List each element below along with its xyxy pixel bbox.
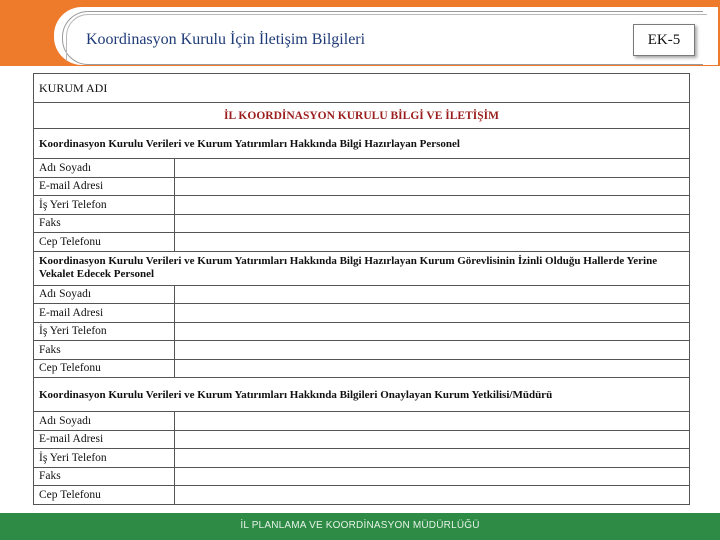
- field-value-cell[interactable]: [175, 177, 690, 196]
- field-label: E-mail Adresi: [34, 430, 175, 449]
- field-value-cell[interactable]: [175, 359, 690, 378]
- form-row: [34, 430, 690, 449]
- form-row: [34, 341, 690, 360]
- field-value-cell[interactable]: [175, 304, 690, 323]
- section-heading: Koordinasyon Kurulu Verileri ve Kurum Yatırımları Hakkında Bilgileri Onaylayan Kurum Yetkilisi/Müdürü: [34, 378, 690, 412]
- field-label: İş Yeri Telefon: [34, 449, 175, 468]
- field-label: Adı Soyadı: [34, 412, 175, 431]
- field-label: Faks: [34, 341, 175, 360]
- field-label: Adı Soyadı: [34, 285, 175, 304]
- field-value-cell[interactable]: [175, 214, 690, 233]
- header-banner: [0, 0, 720, 66]
- form-row: [34, 486, 690, 505]
- institution-row: [34, 74, 690, 103]
- field-value-cell[interactable]: [175, 159, 690, 178]
- form-row: [34, 304, 690, 323]
- field-value-cell[interactable]: [175, 196, 690, 215]
- table-title-row: [34, 103, 690, 129]
- field-value-cell[interactable]: [175, 467, 690, 486]
- form-row: [34, 449, 690, 468]
- section-heading-row: [34, 129, 690, 159]
- form-row: [34, 159, 690, 178]
- field-label: Faks: [34, 467, 175, 486]
- field-label: Cep Telefonu: [34, 486, 175, 505]
- section-heading: Koordinasyon Kurulu Verileri ve Kurum Yatırımları Hakkında Bilgi Hazırlayan Kurum Görevlisinin İzinli Olduğu Hallerde Yerine Vekalet Edecek Personel: [34, 251, 690, 285]
- contact-info-form: [33, 73, 690, 505]
- field-value-cell[interactable]: [175, 449, 690, 468]
- form-row: [34, 322, 690, 341]
- section-heading: Koordinasyon Kurulu Verileri ve Kurum Yatırımları Hakkında Bilgi Hazırlayan Personel: [34, 129, 690, 159]
- field-label: Cep Telefonu: [34, 233, 175, 252]
- field-value-cell[interactable]: [175, 233, 690, 252]
- form-row: [34, 233, 690, 252]
- field-value-cell[interactable]: [175, 486, 690, 505]
- field-label: Faks: [34, 214, 175, 233]
- form-row: [34, 359, 690, 378]
- footer-bar: [0, 513, 720, 540]
- field-label: E-mail Adresi: [34, 177, 175, 196]
- form-row: [34, 467, 690, 486]
- table-title: İL KOORDİNASYON KURULU BİLGİ VE İLETİŞİM: [34, 103, 690, 129]
- form-row: [34, 214, 690, 233]
- field-value-cell[interactable]: [175, 285, 690, 304]
- field-label: Cep Telefonu: [34, 359, 175, 378]
- form-row: [34, 285, 690, 304]
- field-label: E-mail Adresi: [34, 304, 175, 323]
- form-row: [34, 412, 690, 431]
- field-value-cell[interactable]: [175, 322, 690, 341]
- field-value-cell[interactable]: [175, 341, 690, 360]
- section-heading-row: [34, 251, 690, 285]
- page-title: Koordinasyon Kurulu İçin İletişim Bilgileri: [86, 31, 366, 48]
- field-label: İş Yeri Telefon: [34, 322, 175, 341]
- field-label: İş Yeri Telefon: [34, 196, 175, 215]
- field-label: Adı Soyadı: [34, 159, 175, 178]
- section-heading-row: [34, 378, 690, 412]
- footer-text: İL PLANLAMA VE KOORDİNASYON MÜDÜRLÜĞÜ: [240, 520, 480, 531]
- annex-badge: EK-5: [633, 24, 695, 56]
- form-row: [34, 196, 690, 215]
- form-row: [34, 177, 690, 196]
- field-value-cell[interactable]: [175, 412, 690, 431]
- institution-name-label: KURUM ADI: [34, 74, 690, 103]
- field-value-cell[interactable]: [175, 430, 690, 449]
